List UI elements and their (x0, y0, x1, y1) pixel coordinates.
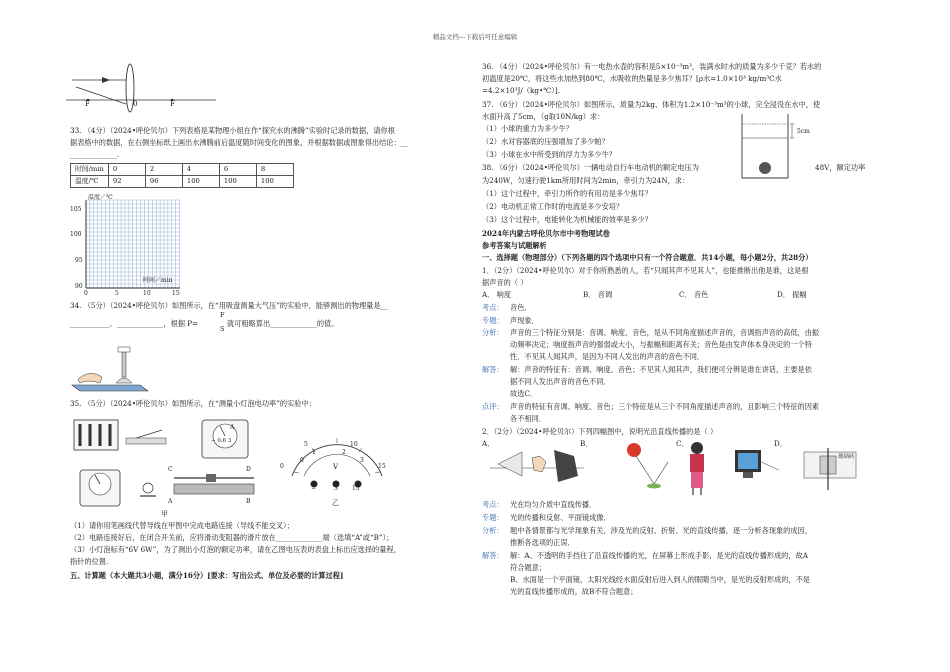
a2-jieda-line: 符合题意； (510, 563, 546, 572)
a1-kaodian-tag: 考点： (482, 303, 504, 312)
ammeter-terminals: − 0.6 3 (211, 438, 232, 444)
a1-fenxi-line: 声音的三个特征分别是：音调、响度、音色，是从不同角度描述声音的，音调指声音的高低，由振 (510, 328, 820, 337)
graph-xtick: 5 (115, 290, 119, 297)
dial-top-0: 0 (280, 463, 284, 470)
beaker-label-5cm: 5cm (797, 128, 810, 135)
a2-option-d: D． (774, 439, 787, 448)
circuit-label-c: C (168, 466, 173, 473)
dial-top-15: 15 (378, 463, 386, 470)
q35-part3: （3）小灯泡标有“6V 6W”，为了测出小灯泡的额定功率，请在乙图电压表的表盘上标出应选择的量程， (70, 545, 401, 554)
table-cell: 8 (256, 164, 293, 176)
q38-line1: 38. （6分）（2024•呼伦贝尔）一辆电动自行车电动机的额定电压为 (482, 163, 699, 172)
q35-part2: （2）电路连接好后，在闭合开关前，应将滑动变阻器的滑片放在_____________端（选填“A”或“B”）； (70, 533, 394, 542)
a2-fenxi-tag: 分析： (482, 526, 504, 535)
a1-line1: 1．（2分）（2024•呼伦贝尔）对于你所熟悉的人，若“只闻其声不见其人”，也能推断出他是谁，这是根 (482, 266, 809, 275)
q34-line2: ___________、_____________，根据 P= (70, 319, 199, 328)
lens-label-f1: F (85, 99, 90, 108)
lens-label-f2: F (170, 99, 175, 108)
circuit-label-a2: A (168, 498, 173, 505)
graph-xtick: 0 (84, 290, 88, 297)
a1-option-b: B． 音调 (583, 290, 613, 299)
a1-option-d: D． 振幅 (777, 290, 807, 299)
answer-subtitle: 参考答案与试题解析 (482, 241, 547, 250)
a1-fenxi-line: 性．不见其人闻其声，是因为不同人发出的声音的音色不同． (510, 352, 705, 361)
q37-line4: （2）水对容器底的压强增加了多少帕？ (482, 137, 609, 146)
suction-cup-figure (70, 343, 150, 393)
dial-bot-2: 2 (342, 449, 346, 456)
graph-ytick: 90 (75, 283, 83, 290)
a1-jieda-tag: 解答： (482, 365, 504, 374)
circuit-label-b: B (246, 498, 251, 505)
table-cell: 温度/℃ (71, 176, 109, 188)
q38-line1b: 48V，额定功率 (815, 163, 866, 172)
q36-line1: 36. （4分）（2024•呼伦贝尔）有一电热水壶的容积是5×10⁻³m³，装满水时水的质量为多少千克？若水的 (482, 62, 822, 71)
table-cell: 96 (145, 176, 182, 188)
q38-line4: （2）电动机正常工作时的电流是多少安培？ (482, 202, 624, 211)
ray-arrow (102, 77, 110, 83)
a1-fenxi-tag: 分析： (482, 328, 504, 337)
page-header: 精品文档---下载后可任意编辑 (432, 33, 518, 41)
q35-part1: （1）请你用笔画线代替导线在甲图中完成电路连接（导线不能交叉）； (70, 521, 294, 530)
q38-line2: 为240W，匀速行驶1km所用时间为2min，牵引力为24N，求： (482, 176, 690, 185)
table-cell: 时间/min (71, 164, 109, 176)
a1-jieda-line: 据不同人发出声音的音色不同． (510, 377, 611, 386)
a2-figure-b-sun-reflection (622, 440, 672, 492)
a2-line1: 2．（2分）（2024•呼伦贝尔）下列四幅图中，说明光沿直线传播的是（ ） (482, 427, 718, 436)
table-cell: 6 (219, 164, 256, 176)
a1-dianping-line: 声音的特征有音调、响度、音色；三个特征是从三个不同角度描述声音的，且影响三个特征的因素 (510, 402, 820, 411)
a1-line2: 据声音的（ ） (482, 278, 528, 287)
a2-jieda-line: 光的直线传播形成的，故B不符合题意； (510, 587, 638, 596)
graph-ytick: 95 (75, 257, 83, 264)
circuit-label-d: D (246, 466, 251, 473)
dial-top-5: 5 (304, 441, 308, 448)
a2-jieda-line: 解：A、不透明的手挡住了沿直线传播的光，在屏幕上形成手影，是光的直线传播形成的，故A (510, 551, 808, 560)
a1-jieda-line: 故选C． (510, 389, 538, 398)
q38-line5: （3）这个过程中，电能转化为机械能的效率是多少？ (482, 215, 652, 224)
table-cell: 0 (108, 164, 145, 176)
q34-line1: 34. （5分）（2024•呼伦贝尔）如图所示，在“用吸盘测量大气压”的实验中，能够测出的物理量是__ (70, 301, 388, 310)
table-cell: 100 (256, 176, 293, 188)
a2-zhuanti: 光的传播和反射、平面镜成像． (510, 513, 611, 522)
table-row (71, 176, 294, 188)
graph-xtick: 10 (143, 290, 151, 297)
a1-dianping-line: 各不相同． (510, 414, 546, 423)
q33-line3: _____________. (70, 150, 120, 159)
dial-terminal-minus: − (311, 485, 317, 492)
a2-figure-c-tv (733, 448, 781, 488)
q34-formula-bot: S (220, 325, 225, 333)
a2-kaodian: 光在均匀介质中直线传播． (510, 500, 597, 509)
graph-xlabel: 时间／min (143, 277, 173, 284)
answer-title: 2024年内蒙古呼伦贝尔市中考物理试卷 (482, 229, 610, 238)
q37-line1: 37. （6分）（2024•呼伦贝尔）如图所示，质量为2kg、体积为1.2×10⁻³m³的小球，完全浸没在水中，使 (482, 100, 821, 109)
dial-top-10: 10 (350, 441, 358, 448)
a2-zhuanti-tag: 专题： (482, 513, 504, 522)
a2-figure-a-hand-shadow (488, 446, 588, 486)
a1-fenxi-line: 动频率决定；响度指声音的强弱或大小，与振幅和距离有关；音色是由发声体本身决定的一个特 (510, 340, 812, 349)
graph-ylabel: 温度／℃ (88, 194, 113, 201)
lens-diagram (66, 62, 226, 112)
dial-unit-v: V (333, 463, 339, 471)
q34-formula-top: F (220, 311, 225, 319)
ray-refracted (76, 87, 126, 104)
section-1-heading: 一、选择题（物理部分）（下列各题的四个选项中只有一个符合题意．共14小题，每小题2分，共28分） (482, 253, 813, 262)
table-cell: 92 (108, 176, 145, 188)
q36-line2: 初温度是20℃，将这些水加热到80℃，水吸收的热量是多少焦耳？[ρ水=1.0×10³ kg/m³C水 (482, 74, 782, 83)
a2-option-c: C． (676, 439, 689, 448)
a2-fenxi-line: 题中各情景都与光学现象有关，涉及光的反射、折射、光的直线传播，逐一分析各现象的成因， (510, 526, 812, 535)
q33-line1: 33. （4分）（2024•呼伦贝尔）下列表格是某物理小组在作“探究水的沸腾”实验时记录的数据，请你根 (70, 126, 395, 135)
circuit-label-a: A (230, 424, 235, 431)
a1-jieda-line: 解：声音的特征有：音调、响度、音色；不见其人闻其声，我们便可分辨是谁在讲话，主要是依 (510, 365, 812, 374)
a1-option-c: C． 音色 (679, 290, 709, 299)
q37-line2: 水面升高了5cm，（g取10N/kg）求： (482, 112, 605, 121)
table-cell: 4 (182, 164, 219, 176)
a1-option-a: A． 响度 (482, 290, 512, 299)
a2-fenxi-line: 推断各选项的正误． (510, 538, 575, 547)
section-5-heading: 五、计算题（本大题共3小题，满分16分）[要求：写出公式、单位及必要的计算过程] (70, 571, 344, 580)
dial-terminal-15: 15 (352, 485, 360, 492)
q37-line5: （3）小球在水中所受到的浮力为多少牛？ (482, 150, 616, 159)
graph-xtick: 15 (172, 290, 180, 297)
table-cell: 100 (219, 176, 256, 188)
graph-ytick: 105 (70, 206, 82, 213)
table-cell: 100 (182, 176, 219, 188)
a2-jieda-line: B、水面是一个平面镜，太阳光线经水面反射后进入到人的眼睛当中，是光的反射形成的，不是 (510, 575, 810, 584)
q36-line3: =4.2×10³J/（kg•℃）]. (482, 86, 560, 95)
dial-terminal-3: 3 (334, 485, 338, 492)
q37-line3: （1）小球的重力为多少牛？ (482, 124, 573, 133)
graph-ytick: 100 (70, 231, 82, 238)
q35-part4: 指针的位置. (70, 557, 109, 566)
a1-zhuanti-tag: 专题： (482, 316, 504, 325)
a2-figure-c-girl (682, 440, 712, 496)
lens-label-o: 0 (133, 99, 138, 108)
a2-figure-d-label: 玻璃砖 (838, 454, 855, 460)
a2-jieda-tag: 解答： (482, 551, 504, 560)
dial-bot-0: 0 (300, 457, 304, 464)
a1-dianping-tag: 点评： (482, 402, 504, 411)
a2-kaodian-tag: 考点： (482, 500, 504, 509)
figure-label-jia: 甲 (161, 510, 168, 518)
a2-option-b: B． (580, 439, 593, 448)
q38-line3: （1）这个过程中，牵引力所作的有用功是多少焦耳？ (482, 189, 652, 198)
a1-zhuanti: 声现象． (510, 316, 539, 325)
beaker-figure (738, 110, 800, 182)
dial-bot-3: 3 (360, 457, 364, 464)
a2-option-a: A． (482, 439, 495, 448)
q35-line1: 35. （5分）（2024•呼伦贝尔）如图所示，在“测量小灯泡电功率”的实验中： (70, 399, 316, 408)
figure-label-yi: 乙 (332, 499, 339, 507)
q33-line2: 据表格中的数据，在右侧坐标纸上画出水沸腾前后温度随时间变化的图象，并根据数据或图象得出结论：__ (70, 138, 408, 147)
table-cell: 2 (145, 164, 182, 176)
table-row (71, 164, 294, 176)
q34-line2b: 就可粗略算出_____________的值。 (227, 319, 339, 328)
dial-bot-1: 1 (312, 449, 316, 456)
a1-kaodian: 音色． (510, 303, 532, 312)
q33-data-table (70, 163, 294, 188)
